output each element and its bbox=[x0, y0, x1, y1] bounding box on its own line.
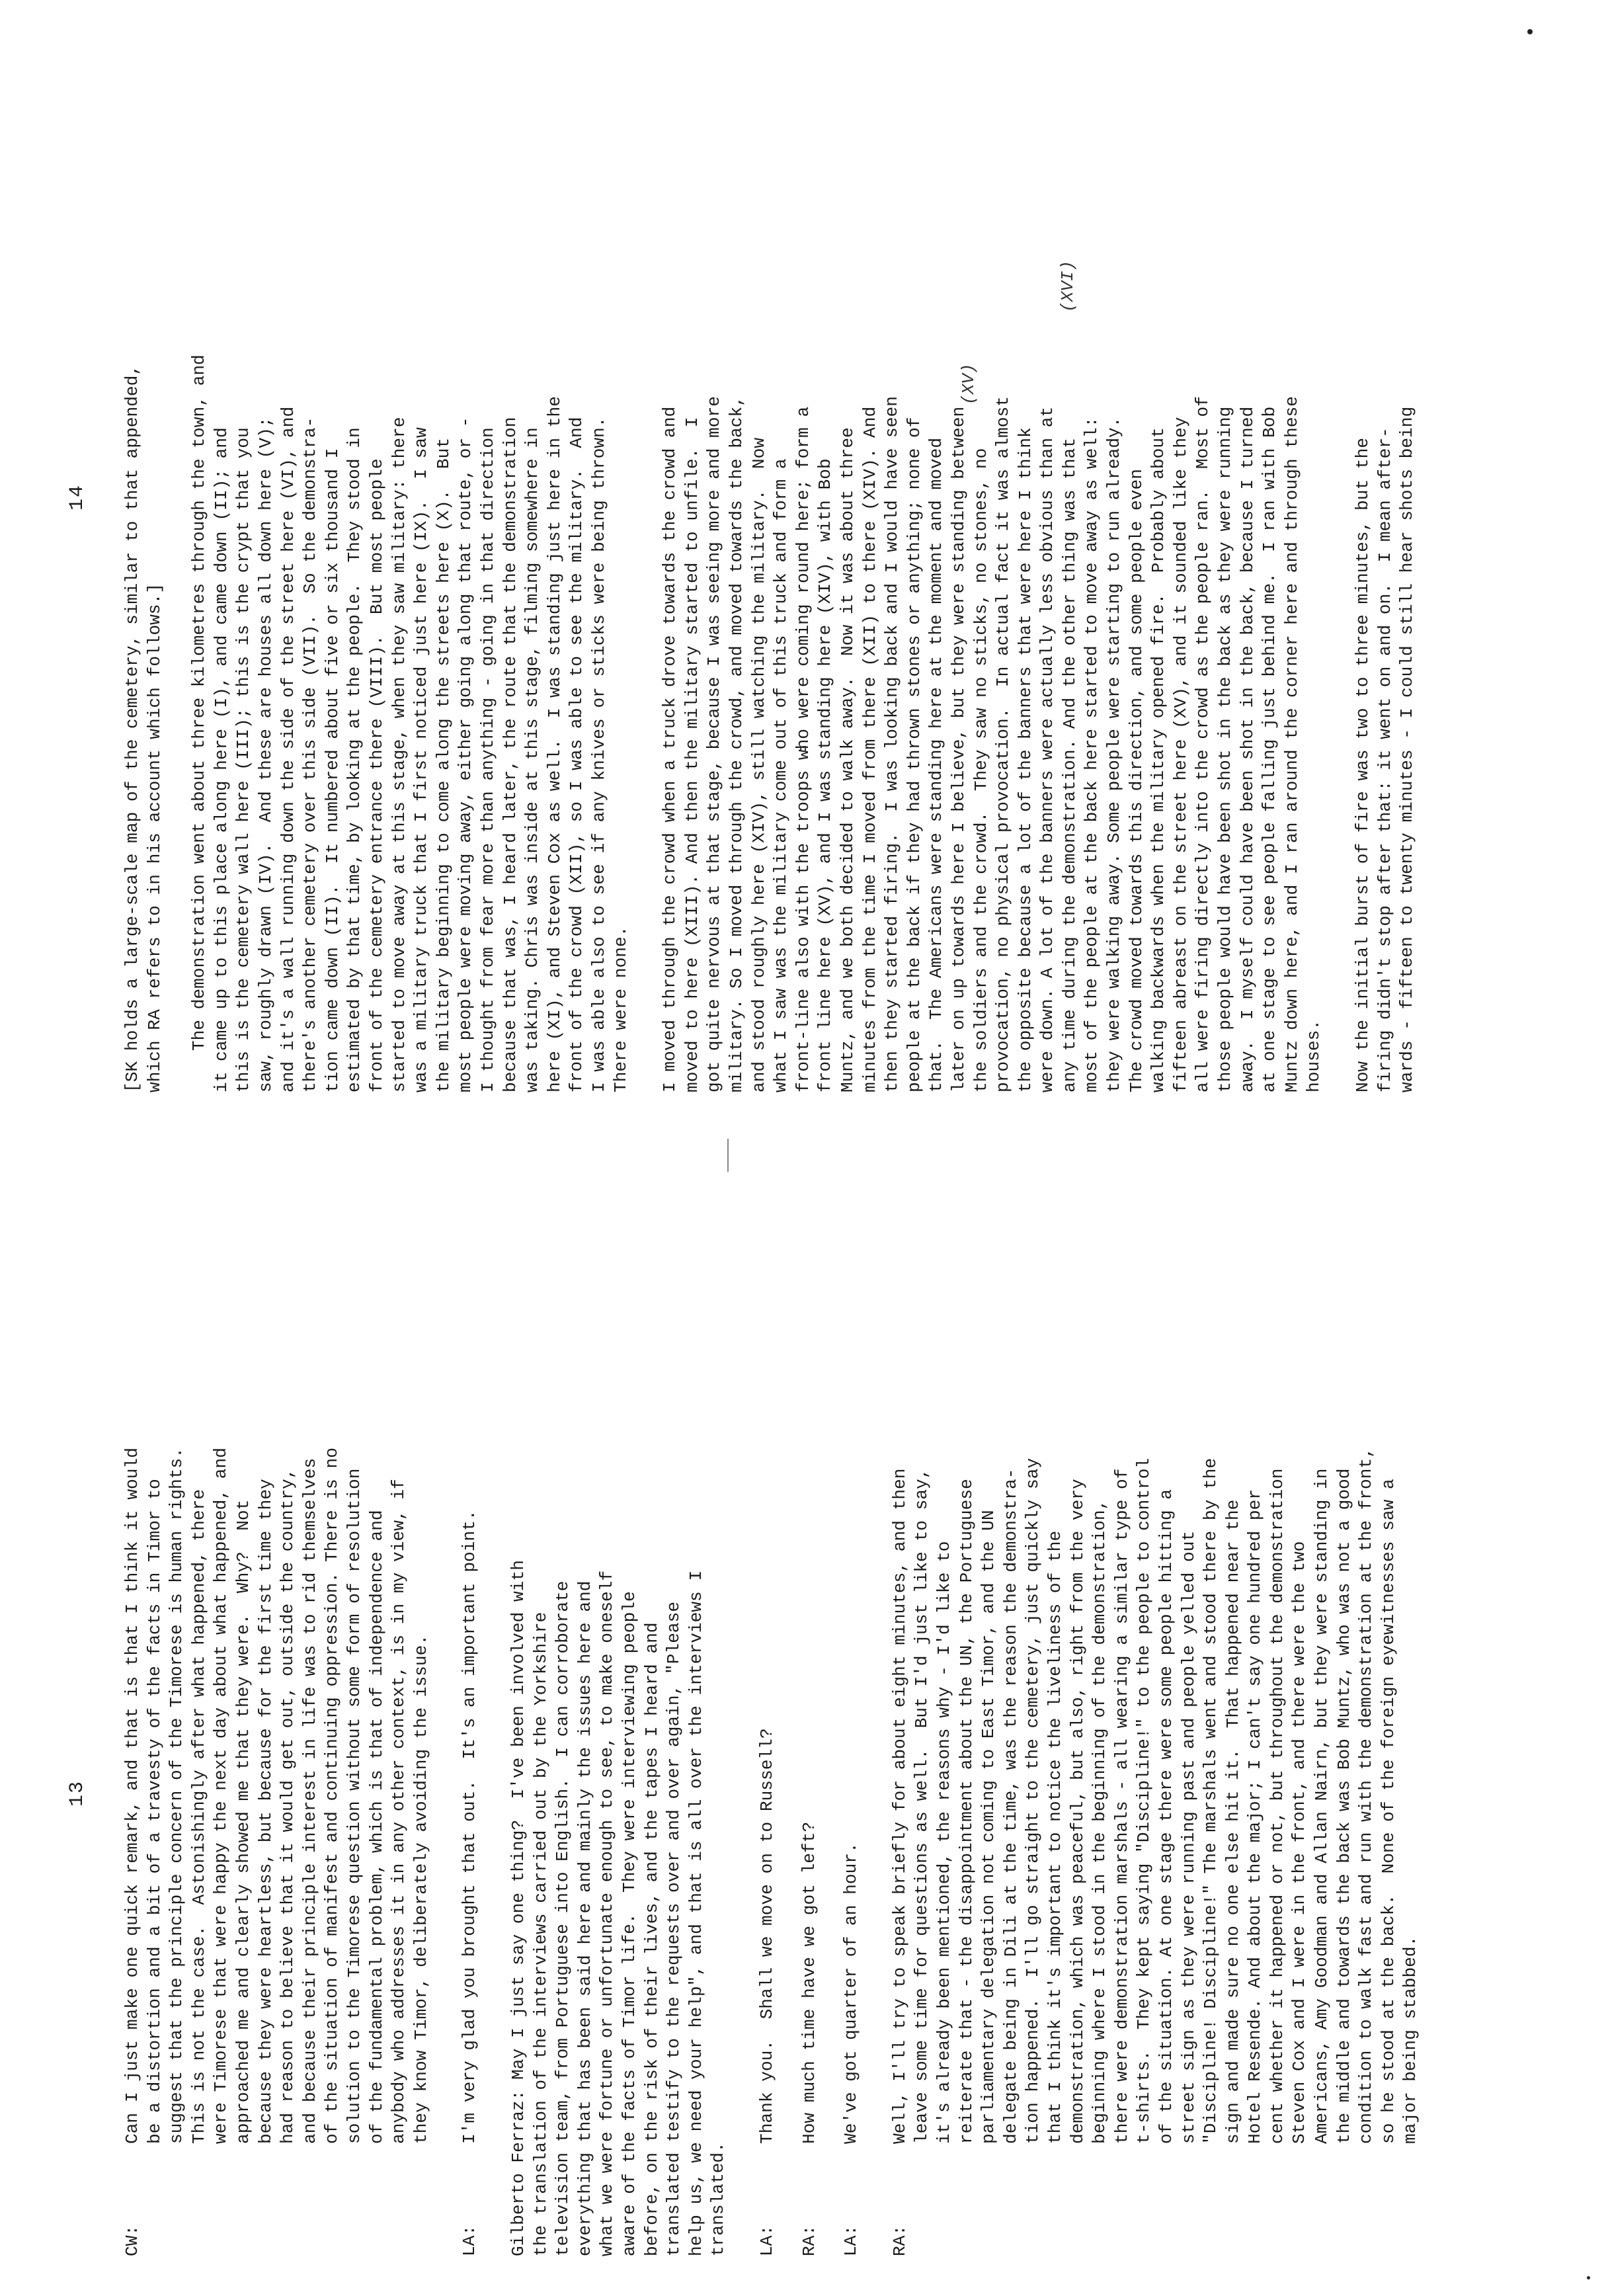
text-line: most of the people at the back here started to move away as well: bbox=[1082, 417, 1102, 1092]
text-line: t-shirts. They kept saying "Discipline!" to the people to control bbox=[1134, 1457, 1154, 2144]
text-line: military. So I moved through the crowd, and moved towards the back, bbox=[726, 396, 746, 1092]
scan-mark bbox=[800, 746, 806, 752]
entry-text bbox=[889, 1448, 1422, 2144]
speaker-label: LA: bbox=[757, 2225, 777, 2256]
text-line: because they were heartless, but because for the first time they bbox=[255, 1479, 276, 2144]
text-line: How much time have we got left? bbox=[799, 1821, 819, 2144]
text-line: what we were fortune or unfortunate enough to see, to make oneself bbox=[597, 1570, 618, 2256]
text-line: of the fundamental problem, which is that of independence and bbox=[366, 1510, 387, 2144]
text-line: and stood roughly here (XIV), still watching the military. Now bbox=[748, 437, 769, 1092]
text-line: Hotel Resende. And about the major; I can't say one hundred per bbox=[1245, 1489, 1266, 2144]
scan-artifact bbox=[727, 1139, 729, 1172]
text-line: provocation, no physical provocation. In actual fact it was almost bbox=[993, 396, 1014, 1092]
text-line: anybody who addresses it in any other context, is in my view, if bbox=[389, 1479, 409, 2144]
handwritten-mark: (XVI) bbox=[1058, 260, 1078, 312]
text-line: Can I just make one quick remark, and that is that I think it would bbox=[122, 1448, 142, 2144]
text-line: "Discipline! Discipline!" The marshals went and stood there by the bbox=[1201, 1457, 1221, 2144]
text-line: they were walking away. Some people were starting to run already. bbox=[1104, 417, 1125, 1092]
text-line: Well, I'll try to speak briefly for about eight minutes, and then bbox=[889, 1468, 910, 2144]
paragraph bbox=[1352, 407, 1419, 1092]
text-line: suggest that the principle concern of the Timorese is human rights. bbox=[167, 1448, 187, 2144]
text-line: be a distortion and a bit of a travesty of the facts in Timor to bbox=[144, 1479, 165, 2144]
text-line: of the situation of manifest and continuing oppression. There is no bbox=[322, 1448, 342, 2144]
text-line: tion happened. I'll go straight to the cemetery, just quickly say bbox=[1023, 1457, 1043, 2144]
text-line: I'm very glad you brought that out. It's an important point. bbox=[460, 1510, 480, 2144]
entry-text bbox=[508, 1560, 730, 2256]
text-line: any time during the demonstration. And the other thing was that bbox=[1059, 437, 1080, 1092]
entry-text bbox=[756, 1728, 779, 2144]
text-line: wards - fifteen to twenty minutes - I could still hear shots being bbox=[1397, 406, 1418, 1092]
text-line: houses. bbox=[1304, 1019, 1324, 1092]
text-line: before, on the risk of their lives, and the tapes I heard and bbox=[641, 1622, 662, 2256]
text-line: moved to here (XIII). And then the military started to unfile. I bbox=[682, 417, 702, 1092]
text-line: condition to walk fast and run with the demonstration at the front, bbox=[1356, 1448, 1377, 2144]
page-number: 14 bbox=[66, 483, 89, 511]
text-line: later on up towards here I believe, but they were standing between bbox=[948, 406, 969, 1092]
text-line: started to move away at this stage, when they saw military: there bbox=[389, 417, 409, 1092]
page-14 bbox=[0, 41, 1608, 1092]
text-line: I was able also to see if any knives or sticks were being thrown. bbox=[588, 417, 609, 1092]
text-line: I thought from fear more than anything - going in that direction bbox=[477, 427, 498, 1092]
text-line: tion came down (II). It numbered about five or six thousand I bbox=[322, 448, 342, 1092]
text-line: those people would have been shot in the back as they were running bbox=[1215, 406, 1236, 1092]
text-line: solution to the Timorese question without some form of resolution bbox=[344, 1468, 364, 2144]
text-line: Muntz down here, and I ran around the corner here and through these bbox=[1281, 396, 1302, 1092]
text-line: beginning where I stood in the beginning of the demonstration, bbox=[1090, 1499, 1110, 2144]
text-line: aware of the facts of Timor life. They were interviewing people bbox=[619, 1591, 639, 2256]
speaker-label: CW: bbox=[122, 2225, 142, 2256]
speaker-label: LA: bbox=[841, 2225, 862, 2256]
text-line: most people were moving away, either going along that route, or - bbox=[456, 417, 476, 1092]
page-13 bbox=[0, 1205, 1608, 2256]
text-line: and because their principle interest in life was to rid themselves bbox=[300, 1457, 320, 2144]
text-line: here (XI), and Steven Cox as well. I was standing just here in the bbox=[544, 396, 565, 1092]
text-line: people at the back if they had thrown stones or anything; none of bbox=[904, 417, 924, 1092]
text-line: firing didn't stop after that: it went on and on. I mean after- bbox=[1375, 427, 1395, 1092]
entry-text bbox=[459, 1510, 481, 2144]
text-line: front of the cemetery entrance there (VIII). But most people bbox=[366, 458, 387, 1092]
text-line: was taking. Chris was inside at this stage, filming somewhere in bbox=[522, 427, 543, 1092]
text-line: [SK holds a large-scale map of the cemetery, similar to that appended, bbox=[122, 364, 142, 1092]
text-line: away. I myself could have been shot in the back, because I turned bbox=[1237, 406, 1258, 1092]
text-line: were down. A lot of the banners were actually less obvious than at bbox=[1037, 406, 1058, 1092]
text-line: The crowd moved towards this direction, and some people even bbox=[1126, 469, 1146, 1092]
text-line: Now the initial burst of fire was two to three minutes, but the bbox=[1353, 437, 1373, 1092]
text-line: the translation of the interviews carried out by the Yorkshire bbox=[530, 1612, 551, 2256]
text-line: approached me and clearly showed me that they were. Why? Not bbox=[233, 1499, 253, 2144]
text-line: This is not the case. Astonishingly after what happened, there bbox=[188, 1489, 209, 2144]
text-line: what I saw was the military come out of this truck and form a bbox=[771, 458, 791, 1092]
text-line: it came up to this place along here (I), and came down (II); and bbox=[211, 427, 231, 1092]
text-line: There were none. bbox=[611, 926, 631, 1092]
text-line: walking backwards when the military opened fire. Probably about bbox=[1148, 427, 1169, 1092]
text-line: it's already been mentioned, the reasons why - I'd like to bbox=[934, 1541, 954, 2144]
text-line: front of the crowd (XII), so I was able to see the military. And bbox=[567, 417, 587, 1092]
text-line: they know Timor, deliberately avoiding the issue. bbox=[411, 1634, 431, 2144]
handwritten-mark: (XV) bbox=[959, 363, 979, 405]
text-line: which RA refers to in his account which follows.] bbox=[144, 583, 165, 1092]
text-line: there were demonstration marshals - all wearing a similar type of bbox=[1111, 1468, 1132, 2144]
text-line: Thank you. Shall we move on to Russell? bbox=[757, 1728, 777, 2144]
text-line: delegate being in Dili at the time, was the reason the demonstra- bbox=[1000, 1468, 1021, 2144]
text-line: were Timorese that were happy the next day about what happened, and bbox=[211, 1448, 231, 2144]
text-line: Americans, Amy Goodman and Allan Nairn, but they were standing in bbox=[1312, 1468, 1332, 2144]
text-line: help us, we need your help", and that is all over the interviews I bbox=[686, 1570, 706, 2256]
text-line: fifteen abreast on the street here (XV), and it sounded like they bbox=[1170, 417, 1191, 1092]
text-line: the opposite because a lot of the banners that were here I think bbox=[1015, 427, 1035, 1092]
text-line: reiterate that - the disappointment about the UN, the Portuguese bbox=[956, 1479, 977, 2144]
text-line: demonstration, which was peaceful, but also, right from the very bbox=[1067, 1479, 1088, 2144]
entry-text bbox=[840, 1842, 863, 2144]
text-line: there's another cemetery over this side (VII). So the demonstra- bbox=[300, 417, 321, 1092]
text-line: estimated by that time, by looking at the people. They stood in bbox=[344, 427, 365, 1092]
text-line: translated testify to the requests over and over again, "Please bbox=[664, 1601, 684, 2256]
text-line: that. The Americans were standing here at the moment and moved bbox=[926, 437, 947, 1092]
speaker-label: RA: bbox=[799, 2225, 819, 2256]
text-line: got quite nervous at that stage, because I was seeing more and more bbox=[704, 396, 725, 1092]
text-line: leave some time for questions as well. But I'd just like to say, bbox=[912, 1468, 932, 2144]
text-line: then they started firing. I was looking back and I would have seen bbox=[882, 396, 903, 1092]
text-line: saw, roughly drawn (IV). And these are houses all down here (V); bbox=[255, 417, 276, 1092]
text-line: The demonstration went about three kilometres through the town, and bbox=[189, 354, 210, 1092]
speaker-label: LA: bbox=[460, 2225, 480, 2256]
paragraph bbox=[659, 396, 1326, 1092]
text-line: and it's a wall running down the side of the street here (VI), and bbox=[278, 406, 298, 1092]
text-line: so he stood at the back. None of the foreign eyewitnesses saw a bbox=[1378, 1479, 1398, 2144]
text-line: the soldiers and the crowd. They saw no sticks, no stones, no bbox=[971, 448, 991, 1092]
text-line: of the situation. At one stage there were some people hitting a bbox=[1156, 1489, 1176, 2144]
speaker-label: RA: bbox=[889, 2225, 910, 2256]
paragraph bbox=[122, 365, 166, 1092]
text-line: because that was, I heard later, the route that the demonstration bbox=[500, 417, 520, 1092]
text-line: that I think it's important to notice the liveliness of the bbox=[1045, 1530, 1065, 2144]
text-line: this is the cemetery wall here (III); this is the crypt that you bbox=[233, 427, 254, 1092]
page-number: 13 bbox=[66, 1780, 89, 1807]
text-line: translated. bbox=[708, 2142, 729, 2256]
text-line: Muntz, and we both decided to walk away. Now it was about three bbox=[837, 427, 858, 1092]
text-line: sign and made sure no one else hit it. That happened near the bbox=[1223, 1499, 1243, 2144]
text-line: minutes from the time I moved from there (XII) to there (XIV). And bbox=[860, 406, 880, 1092]
paragraph bbox=[188, 354, 633, 1092]
text-line: at one stage to see people falling just behind me. I ran with Bob bbox=[1260, 406, 1280, 1092]
text-line: front line here (XV), and I was standing here (XIV), with Bob bbox=[815, 458, 836, 1092]
text-line: the military beginning to come along the streets here (X). But bbox=[433, 437, 454, 1092]
text-line: was a military truck that I first noticed just here (IX). I saw bbox=[411, 427, 432, 1092]
text-line: everything that has been said here and mainly the issues here and bbox=[575, 1580, 595, 2256]
scan-speck bbox=[1527, 29, 1533, 34]
text-line: the middle and towards the back was Bob Muntz, who was not a good bbox=[1334, 1468, 1354, 2144]
text-line: had reason to believe that it would get out, outside the country, bbox=[278, 1468, 298, 2144]
text-line: street sign as they were running past and people yelled out bbox=[1178, 1530, 1199, 2144]
text-line: television team, from Portuguese into English. I can corroborate bbox=[553, 1580, 573, 2256]
text-line: cent whether it happened or not, but throughout the demonstration bbox=[1267, 1468, 1287, 2144]
entry-text bbox=[122, 1448, 432, 2144]
scan-speck bbox=[1587, 2276, 1590, 2279]
text-line: major being stabbed. bbox=[1400, 1936, 1421, 2144]
text-line: parliamentary delegation not coming to East Timor, and the UN bbox=[979, 1510, 999, 2144]
text-line: front-line also with the troops who were coming round here; form a bbox=[793, 406, 813, 1092]
text-line: all were firing directly into the crowd as the people ran. Most of bbox=[1193, 396, 1213, 1092]
text-line: I moved through the crowd when a truck drove towards the crowd and bbox=[660, 406, 680, 1092]
entry-text bbox=[799, 1822, 821, 2144]
text-line: We've got quarter of an hour. bbox=[841, 1842, 862, 2144]
text-line: Steven Cox and I were in the front, and there were the two bbox=[1289, 1541, 1310, 2144]
text-line: Gilberto Ferraz: May I just say one thing? I've been involved with bbox=[508, 1560, 528, 2256]
